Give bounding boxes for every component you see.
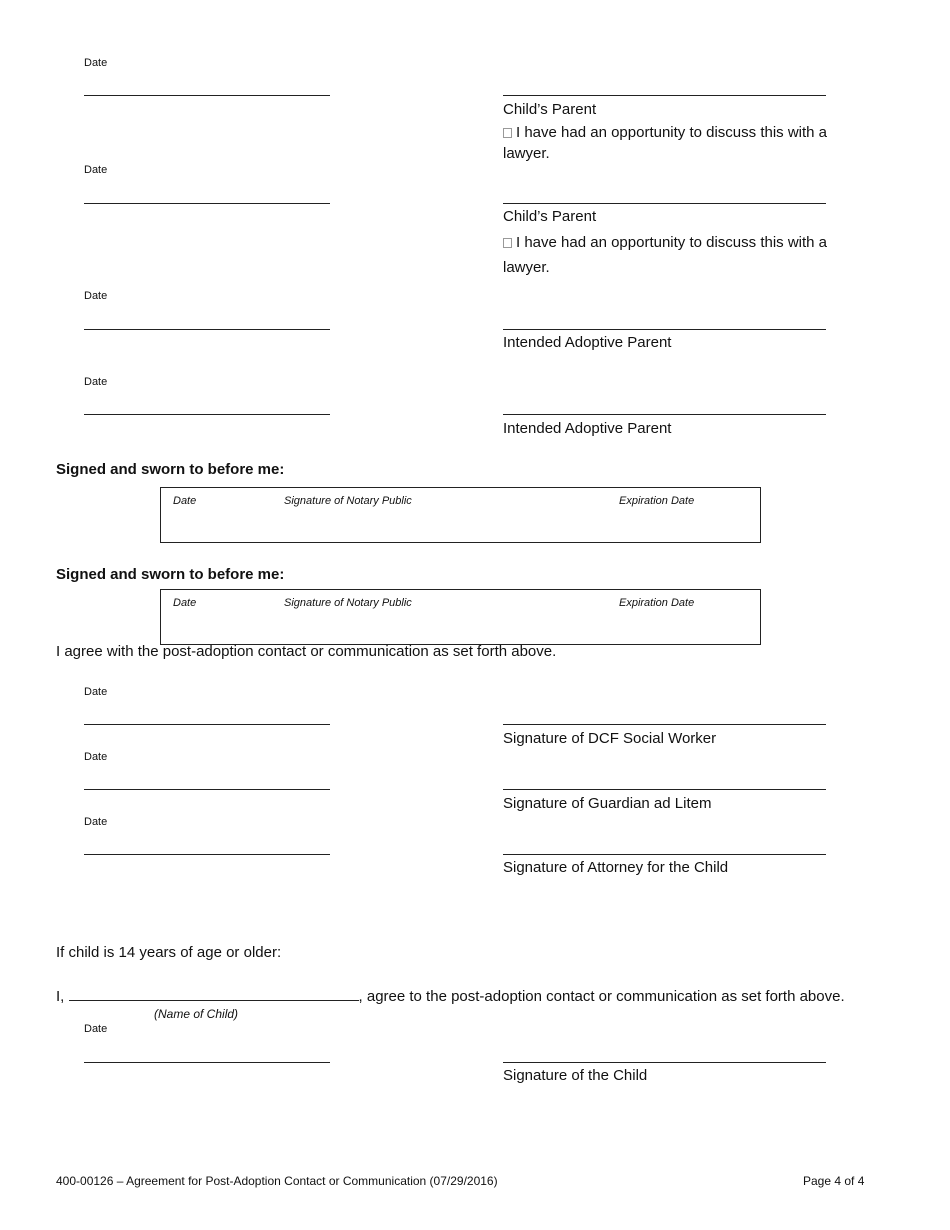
childs-parent-label: Child’s Parent (503, 208, 597, 225)
date-line[interactable] (84, 203, 330, 204)
date-line[interactable] (84, 1062, 330, 1063)
notary-date-label: Date (173, 495, 197, 507)
guardian-label: Signature of Guardian ad Litem (503, 795, 712, 812)
signature-line[interactable] (503, 414, 826, 415)
attorney-label: Signature of Attorney for the Child (503, 859, 729, 876)
lawyer-checkbox-row[interactable] (503, 122, 863, 164)
date-line[interactable] (84, 789, 330, 790)
childs-parent-label: Child’s Parent (503, 101, 597, 118)
date-line[interactable] (84, 724, 330, 725)
child-prefix: I, (56, 988, 65, 1005)
dcf-worker-label: Signature of DCF Social Worker (503, 730, 717, 747)
date-label: Date (84, 751, 108, 763)
child-signature-label: Signature of the Child (503, 1067, 648, 1084)
lawyer-checkbox-row[interactable] (503, 230, 863, 280)
date-line[interactable] (84, 329, 330, 330)
notary-box[interactable] (160, 589, 761, 645)
adoptive-parent-label: Intended Adoptive Parent (503, 334, 672, 351)
date-line[interactable] (84, 95, 330, 96)
lawyer-checkbox-label: I have had an opportunity to discuss this with a lawyer. (503, 124, 828, 162)
date-label: Date (84, 816, 108, 828)
child-agreement-line (56, 986, 845, 1005)
notary-heading: Signed and sworn to before me: (56, 566, 285, 583)
child-name-caption: (Name of Child) (154, 1007, 239, 1021)
signature-line[interactable] (503, 789, 826, 790)
date-label: Date (84, 290, 108, 302)
notary-signature-label: Signature of Notary Public (284, 597, 412, 609)
signature-line[interactable] (503, 95, 826, 96)
footer-form-title: 400-00126 – Agreement for Post-Adoption Contact or Communication (07/29/2016) (56, 1174, 498, 1188)
agree-statement: I agree with the post-adoption contact or communication as set forth above. (56, 643, 557, 660)
child-section-heading: If child is 14 years of age or older: (56, 944, 282, 961)
adoptive-parent-label: Intended Adoptive Parent (503, 420, 672, 437)
date-label: Date (84, 686, 108, 698)
notary-expiration-label: Expiration Date (619, 495, 695, 507)
signature-line[interactable] (503, 329, 826, 330)
date-label: Date (84, 1023, 108, 1035)
lawyer-checkbox-label: I have had an opportunity to discuss this with a lawyer. (503, 234, 828, 276)
signature-line[interactable] (503, 203, 826, 204)
date-line[interactable] (84, 854, 330, 855)
notary-expiration-label: Expiration Date (619, 597, 695, 609)
checkbox[interactable] (503, 128, 512, 138)
notary-heading: Signed and sworn to before me: (56, 461, 285, 478)
signature-line[interactable] (503, 1062, 826, 1063)
notary-box[interactable] (160, 487, 761, 543)
signature-line[interactable] (503, 724, 826, 725)
child-name-field[interactable] (69, 986, 359, 1001)
signature-line[interactable] (503, 854, 826, 855)
date-label: Date (84, 164, 108, 176)
date-line[interactable] (84, 414, 330, 415)
notary-signature-label: Signature of Notary Public (284, 495, 412, 507)
child-suffix: , agree to the post-adoption contact or communication as set forth above. (358, 988, 845, 1005)
notary-date-label: Date (173, 597, 197, 609)
footer-page-number: Page 4 of 4 (803, 1174, 865, 1188)
checkbox[interactable] (503, 238, 512, 248)
date-label: Date (84, 57, 108, 69)
date-label: Date (84, 376, 108, 388)
